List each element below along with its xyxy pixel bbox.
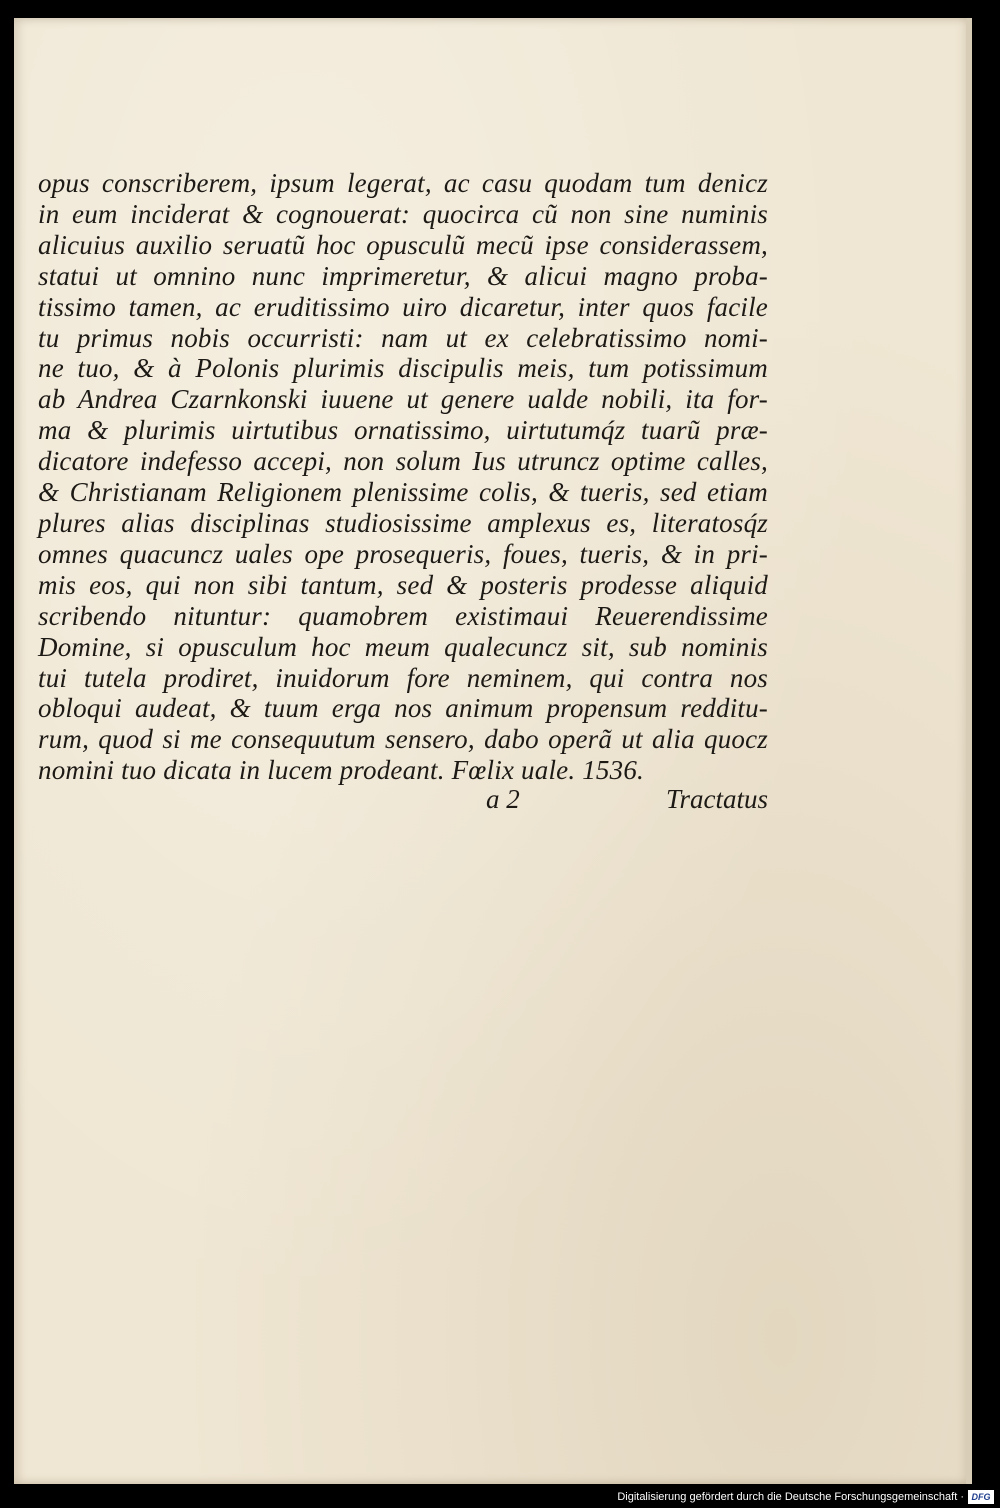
body-text: [38, 168, 768, 786]
text-line: opus conscriberem, ipsum legerat, ac casu quodam tum denicz: [38, 168, 768, 198]
page-footer: [38, 784, 768, 818]
catchword: Tractatus: [665, 784, 768, 814]
text-line: rum, quod si me consequutum sensero, dabo operã ut alia quocz: [38, 724, 768, 755]
text-line: & Christianam Religionem plenissime colis, & tueris, sed etiam: [38, 477, 768, 508]
book-page: [14, 18, 972, 1484]
text-line-last: nomini tuo dicata in lucem prodeant. Fœlix uale. 1536.: [38, 755, 644, 786]
text-line: omnes quacuncz uales ope prosequeris, foues, tueris, & in pri-: [38, 538, 768, 569]
show-through-text: [94, 878, 754, 1298]
text-line: tu primus nobis occurristi: nam ut ex celebratissimo nomi-: [38, 322, 768, 353]
text-line: scribendo nituntur: quamobrem existimaui Reuerendissime: [38, 600, 768, 631]
text-line: in eum inciderat & cognouerat: quocirca cũ non sine numinis: [38, 198, 768, 229]
text-line: tui tutela prodiret, inuidorum fore neminem, qui contra nos: [38, 662, 768, 693]
page-edge: [966, 18, 972, 1484]
signature-mark: a 2: [486, 784, 520, 814]
credit-text: Digitalisierung gefördert durch die Deutsche Forschungsgemeinschaft ·: [617, 1491, 964, 1503]
text-line: ab Andrea Czarnkonski iuuene ut genere ualde nobili, ita for-: [38, 384, 768, 415]
text-line: plures alias disciplinas studiosissime amplexus es, literatosq́z: [38, 507, 768, 538]
text-line: statui ut omnino nunc imprimeretur, & alicui magno proba-: [38, 260, 768, 291]
text-line: ma & plurimis uirtutibus ornatissimo, uirtutumq́z tuarũ præ-: [38, 415, 768, 446]
dfg-logo-icon: DFG: [968, 1490, 994, 1504]
text-line: Domine, si opusculum hoc meum qualecuncz sit, sub nominis: [38, 631, 768, 662]
text-line: ne tuo, & à Polonis plurimis discipulis meis, tum potissimum: [38, 353, 768, 384]
text-line: alicuius auxilio seruatũ hoc opusculũ mecũ ipse considerassem,: [38, 229, 768, 260]
text-line: tissimo tamen, ac eruditissimo uiro dicaretur, inter quos facile: [38, 291, 768, 322]
credit-bar: [0, 1484, 1000, 1508]
text-line: obloqui audeat, & tuum erga nos animum propensum redditu-: [38, 693, 768, 724]
text-line: dicatore indefesso accepi, non solum Ius utruncz optime calles,: [38, 446, 768, 477]
text-line: mis eos, qui non sibi tantum, sed & posteris prodesse aliquid: [38, 569, 768, 600]
